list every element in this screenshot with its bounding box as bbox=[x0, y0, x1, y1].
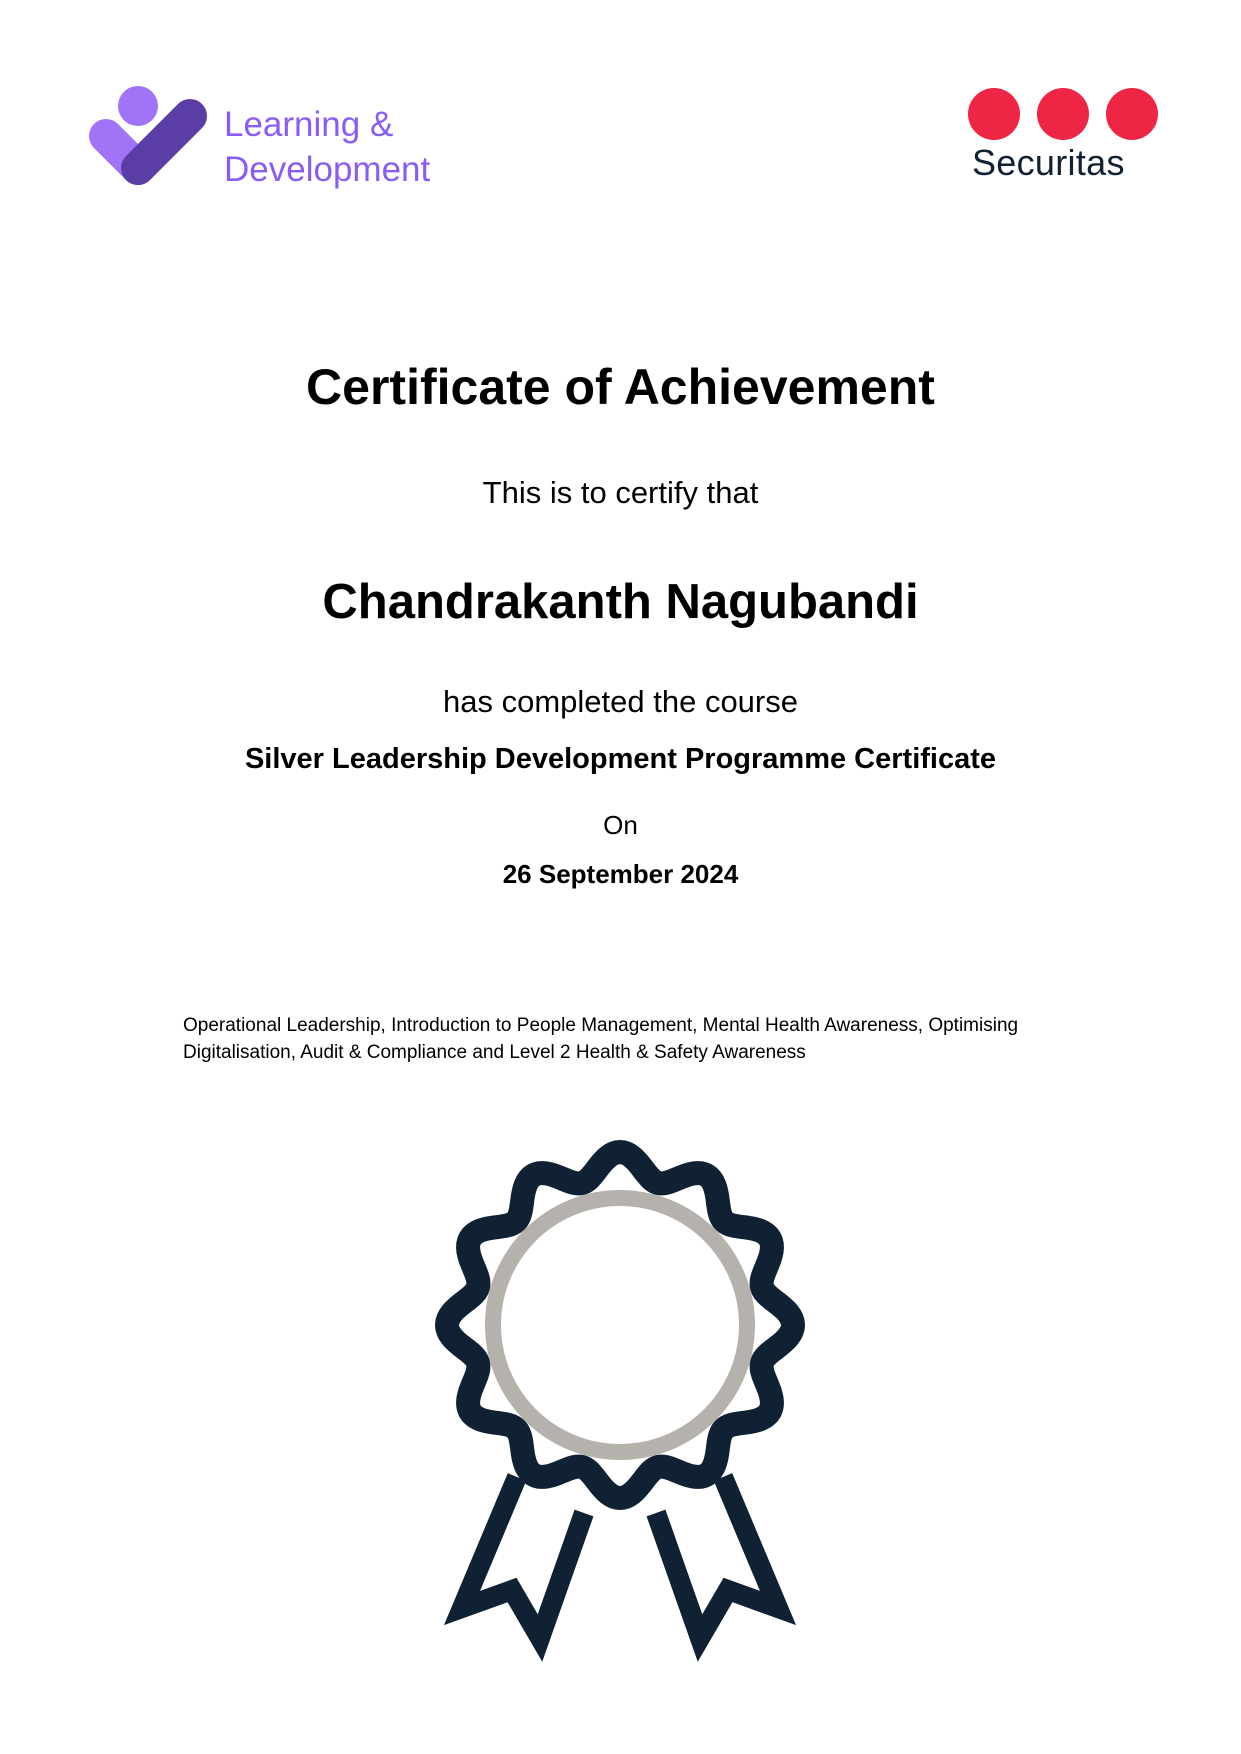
logo-text-line2: Development bbox=[224, 150, 431, 189]
securitas-logo bbox=[968, 86, 1158, 190]
securitas-wordmark: Securitas bbox=[972, 142, 1125, 183]
certify-intro: This is to certify that bbox=[482, 475, 759, 510]
modules-list: Operational Leadership, Introduction to People Management, Mental Health Awareness, Optimising Digitalisation, Audit & Compliance and Level 2 Health & Safety Awareness bbox=[183, 1015, 1019, 1063]
learning-development-logo bbox=[88, 84, 468, 194]
certificate-title: Certificate of Achievement bbox=[306, 359, 935, 415]
completed-text: has completed the course bbox=[443, 684, 798, 719]
on-label: On bbox=[603, 810, 638, 840]
award-ribbon-icon bbox=[420, 1125, 820, 1685]
check-person-icon bbox=[88, 84, 216, 194]
course-name: Silver Leadership Development Programme Certificate bbox=[244, 743, 997, 775]
completion-date: 26 September 2024 bbox=[502, 859, 739, 889]
recipient-name: Chandrakanth Nagubandi bbox=[322, 575, 919, 629]
three-dots-icon bbox=[968, 86, 1158, 142]
logo-text-line1: Learning & bbox=[224, 105, 394, 144]
